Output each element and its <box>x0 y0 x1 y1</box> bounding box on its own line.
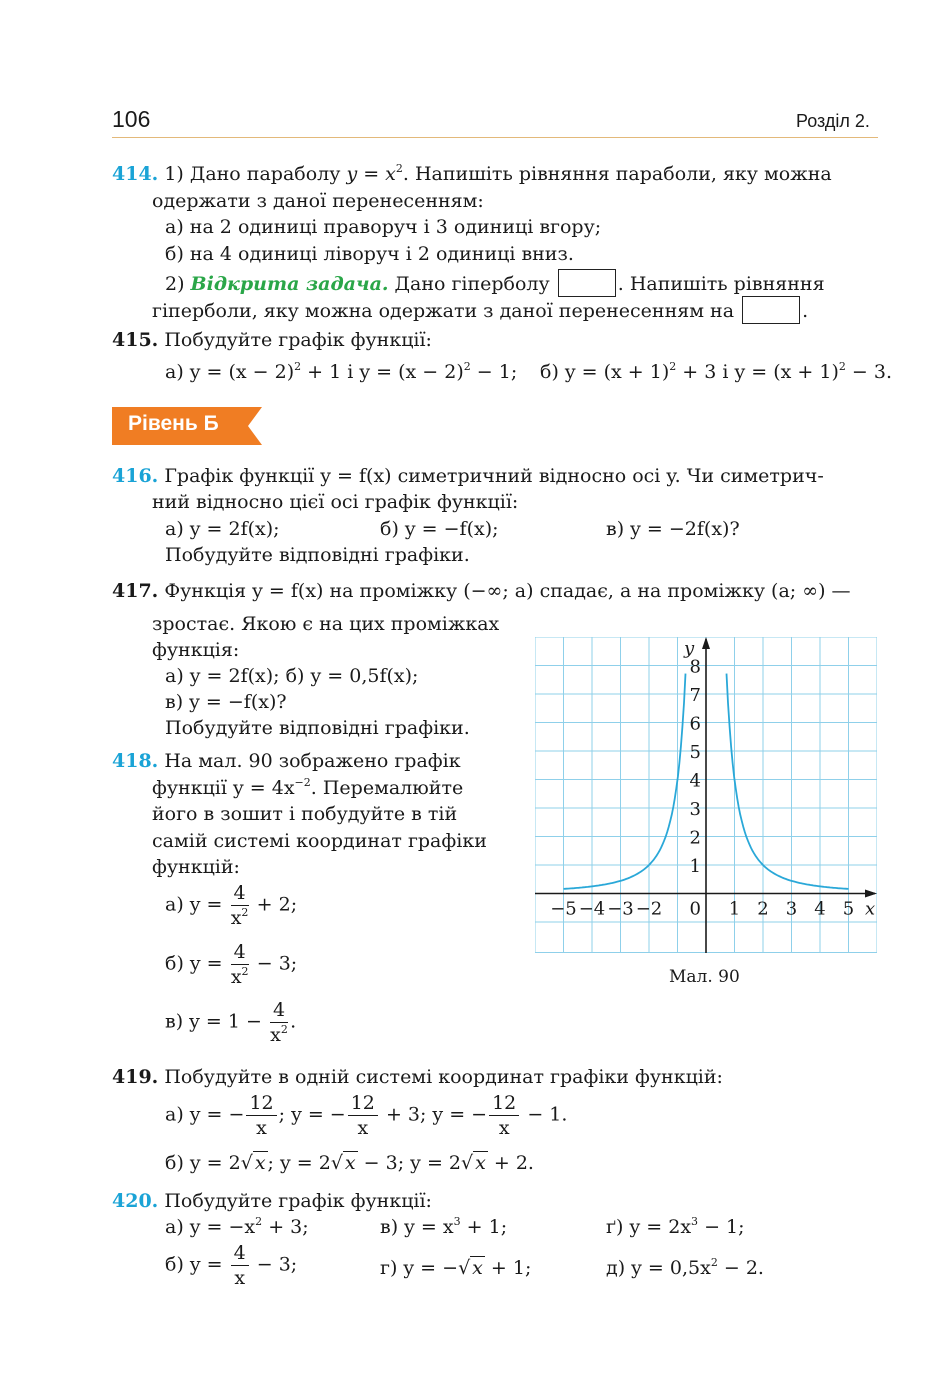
problem-number: 417. <box>112 580 159 602</box>
problem-416-option-c: в) y = −2f(x)? <box>606 518 740 540</box>
problem-number: 419. <box>112 1066 159 1088</box>
problem-416-option-b: б) y = −f(x); <box>380 518 499 540</box>
section-title: Розділ 2. <box>796 111 870 131</box>
figure-caption: Мал. 90 <box>669 967 740 987</box>
problem-419-option-a: а) y = − $\frac{12}{x}$ ; y = − $\frac{12}{x}$ + 3; y = − $\frac{12}{x}$ − 1. <box>165 1092 568 1139</box>
problem-number: 415. <box>112 329 159 351</box>
fraction: $\frac{12}{x}$ <box>348 1091 378 1140</box>
problem-418-option-a: а) y = $\frac{4}{x^2}$ + 2; <box>165 882 298 929</box>
y-tick-label: 8 <box>689 656 701 678</box>
problem-420-option-d: д) $y = 0,5x^2 - 2$. <box>606 1256 764 1279</box>
x-tick-label: −4 <box>578 898 606 920</box>
x-tick-label: 1 <box>728 898 741 920</box>
y-tick-label: 2 <box>689 827 701 849</box>
x-axis-arrow <box>865 890 877 898</box>
problem-420-option-h: г) y = −√ x + 1; <box>380 1257 532 1279</box>
header-rule <box>112 137 878 138</box>
problem-414-line-1: 414. 1) Дано параболу $y = x^2$. Напишіть рівняння параболи, яку можна <box>112 162 832 185</box>
x-tick-label: −3 <box>607 898 634 920</box>
problem-416-line-2: ний відносно цієї осі графік функції: <box>152 491 519 513</box>
blank-box <box>558 269 616 297</box>
problem-416-option-a: а) y = 2f(x); <box>165 518 280 540</box>
fraction: $\frac{4}{x^2}$ <box>270 999 288 1046</box>
curve-left-branch <box>564 674 686 889</box>
problem-420-option-b: б) y = $\frac{4}{x}$ − 3; <box>165 1242 298 1289</box>
curve-right-branch <box>727 674 849 889</box>
problem-415-line-1: 415. Побудуйте графік функції: <box>112 329 432 351</box>
page-number: 106 <box>112 106 151 132</box>
function-graph <box>535 637 877 953</box>
y-tick-label: 6 <box>689 713 701 735</box>
problem-418-option-c: в) y = 1 − $\frac{4}{x^2}$ . <box>165 999 297 1046</box>
fraction: $\frac{12}{x}$ <box>489 1091 519 1140</box>
problem-417-line-4: а) y = 2f(x); б) y = 0,5f(x); <box>165 665 419 687</box>
problem-418-line-1: 418. На мал. 90 зображено графік <box>112 750 461 772</box>
problem-420-option-a: а) $y = -x^2 + 3$; <box>165 1215 309 1238</box>
origin-label: 0 <box>689 898 701 920</box>
problem-417-line-3: функція: <box>152 639 240 661</box>
problem-414-line-6: гіперболи, яку можна одержати з даної перенесенням на . <box>152 296 808 324</box>
problem-420-line-1: 420. Побудуйте графік функції: <box>112 1190 432 1212</box>
problem-418-option-b: б) y = $\frac{4}{x^2}$ − 3; <box>165 941 298 988</box>
problem-414-line-2: одержати з даної перенесенням: <box>152 190 484 212</box>
y-tick-label: 3 <box>689 799 701 820</box>
problem-418-line-3: його в зошит і побудуйте в тій <box>152 803 458 825</box>
x-tick-label: 5 <box>842 898 855 920</box>
problem-418-line-4: самій системі координат графіки <box>152 830 487 852</box>
problem-number: 416. <box>112 465 159 487</box>
fraction: $\frac{4}{x^2}$ <box>230 882 249 929</box>
fraction: $\frac{4}{x}$ <box>231 1241 249 1290</box>
x-tick-label: 4 <box>814 898 826 920</box>
y-tick-label: 1 <box>689 856 701 877</box>
y-tick-label: 5 <box>689 742 701 763</box>
problem-414-option-b: б) на 4 одиниці ліворуч і 2 одиниці вниз. <box>165 243 574 265</box>
y-tick-label: 4 <box>689 770 701 792</box>
tick-labels <box>550 638 875 920</box>
problem-number: 418. <box>112 750 159 772</box>
x-axis-label: x <box>865 898 876 920</box>
y-axis-arrow <box>702 637 710 649</box>
problem-417-line-2: зростає. Якою є на цих проміжках <box>152 613 500 635</box>
problem-415-option-b: б) $y = (x + 1)^2 + 3$ і $y = (x + 1)^2 - 3$. <box>540 360 893 383</box>
problem-414-option-a: а) на 2 одиниці праворуч і 3 одиниці вгору; <box>165 216 602 238</box>
level-label: Рівень Б <box>128 412 219 435</box>
x-tick-label: −2 <box>635 898 663 920</box>
fraction: $\frac{12}{x}$ <box>246 1091 276 1140</box>
problem-419-option-b: б) y = 2√ x ; y = 2√ x − 3; y = 2√ x + 2. <box>165 1152 534 1174</box>
problem-417-line-1: 417. Функція y = f(x) на проміжку (−∞; a) спадає, а на проміжку (a; ∞) — <box>112 580 851 602</box>
problem-416-line-4: Побудуйте відповідні графіки. <box>165 544 470 566</box>
blank-box <box>742 296 800 324</box>
y-axis-label: y <box>684 638 695 659</box>
problem-420-option-v: в) $y = x^3 + 1$; <box>380 1215 508 1238</box>
problem-420-option-g-hard: ґ) $y = 2x^3 - 1$; <box>606 1215 745 1238</box>
problem-419-line-1: 419. Побудуйте в одній системі координат графіки функцій: <box>112 1066 723 1088</box>
fraction: $\frac{4}{x^2}$ <box>230 941 249 988</box>
y-tick-label: 7 <box>689 685 701 706</box>
problem-418-line-5: функцій: <box>152 856 240 878</box>
problem-416-line-1: 416. Графік функції y = f(x) симетричний відносно осі y. Чи симетрич- <box>112 465 824 487</box>
x-tick-label: −5 <box>550 898 577 920</box>
problem-417-line-5: в) y = −f(x)? <box>165 691 287 713</box>
problem-415-option-a: а) $y = (x - 2)^2 + 1$ і $y = (x - 2)^2 - 1$; <box>165 360 518 383</box>
problem-414-line-5: 2) Відкрита задача. Дано гіперболу . Напишіть рівняння <box>165 269 825 297</box>
problem-number: 414. <box>112 163 159 185</box>
problem-417-line-6: Побудуйте відповідні графіки. <box>165 717 470 739</box>
x-tick-label: 2 <box>757 898 769 920</box>
x-tick-label: 3 <box>785 898 798 920</box>
problem-number: 420. <box>112 1190 159 1212</box>
open-task-label: Відкрита задача. <box>190 273 389 295</box>
problem-418-line-2: функції $y = 4x^{-2}$. Перемалюйте <box>152 776 464 799</box>
